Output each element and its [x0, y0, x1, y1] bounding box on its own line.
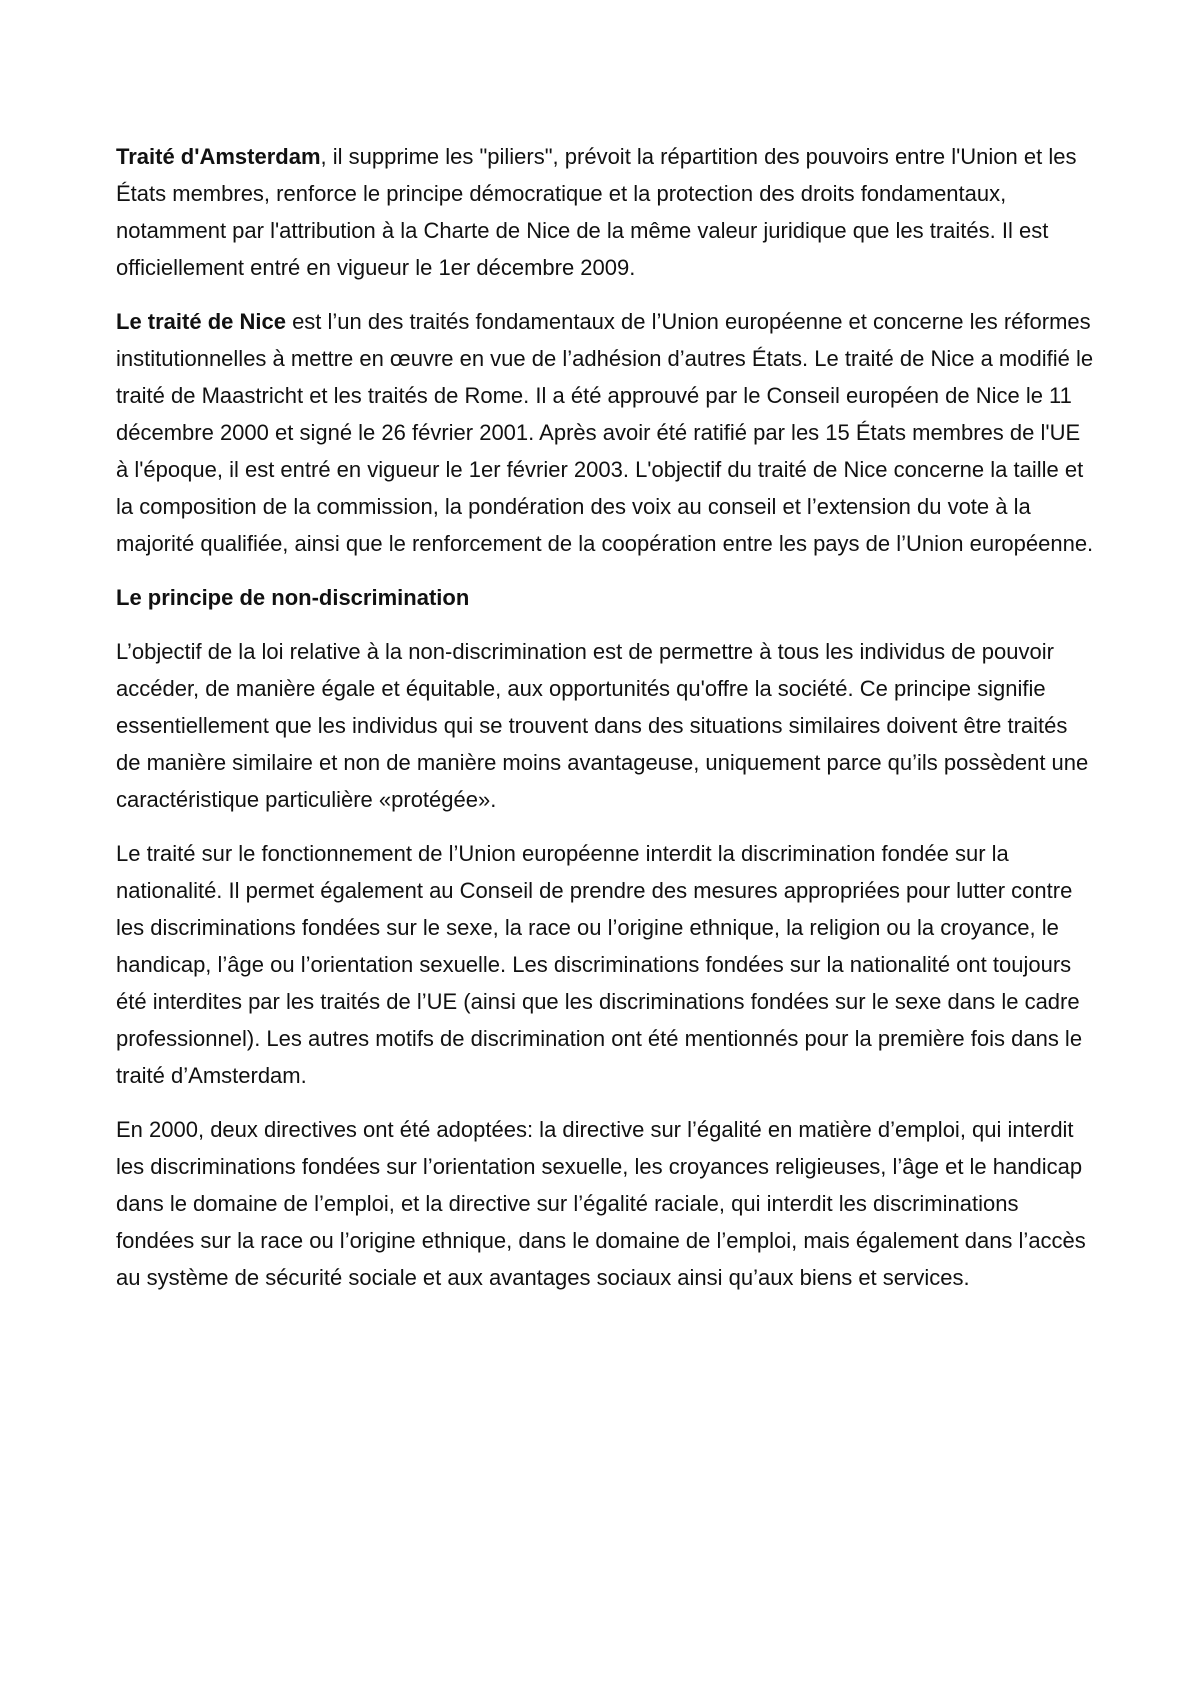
- document-page: [116, 138, 1096, 1313]
- paragraph-objective: L’objectif de la loi relative à la non-discrimination est de permettre à tous les individus de pouvoir accéder, de manière égale et équitable, aux opportunités qu'offre la société. Ce principe signifie essentiellement que les individus qui se trouvent dans des situations similaires doivent être traités de manière similaire et non de manière moins avantageuse, uniquement parce qu’ils possèdent une caractéristique particulière «protégée».: [116, 639, 1089, 812]
- paragraph-nice-lead: Le traité de Nice: [116, 309, 286, 334]
- section-heading-non-discrimination: Le principe de non-discrimination: [116, 585, 470, 610]
- paragraph-tfeu: Le traité sur le fonctionnement de l’Union européenne interdit la discrimination fondée sur la nationalité. Il permet également au Conseil de prendre des mesures appropriées pour lutter contre les discriminations fondées sur le sexe, la race ou l’origine ethnique, la religion ou la croyance, le handicap, l’âge ou l’orientation sexuelle. Les discriminations fondées sur la nationalité ont toujours été interdites par les traités de l’UE (ainsi que les discriminations fondées sur le sexe dans le cadre professionnel). Les autres motifs de discrimination ont été mentionnés pour la première fois dans le traité d’Amsterdam.: [116, 841, 1083, 1088]
- paragraph-directives-2000: En 2000, deux directives ont été adoptées: la directive sur l’égalité en matière d’emploi, qui interdit les discriminations fondées sur l’orientation sexuelle, les croyances religieuses, l’âge et le handicap dans le domaine de l’emploi, et la directive sur l’égalité raciale, qui interdit les discriminations fondées sur la race ou l’origine ethnique, dans le domaine de l’emploi, mais également dans l’accès au système de sécurité sociale et aux avantages sociaux ainsi qu’aux biens et services.: [116, 1117, 1086, 1290]
- paragraph-nice: [116, 303, 1096, 562]
- paragraph-amsterdam-lead: Traité d'Amsterdam: [116, 144, 321, 169]
- paragraph-amsterdam-text: , il supprime les "piliers", prévoit la répartition des pouvoirs entre l'Union et les États membres, renforce le principe démocratique et la protection des droits fondamentaux, notamment par l'attribution à la Charte de Nice de la même valeur juridique que les traités. Il est officiellement entré en vigueur le 1er décembre 2009.: [116, 144, 1077, 280]
- paragraph-amsterdam: [116, 138, 1096, 286]
- paragraph-nice-text: est l’un des traités fondamentaux de l’Union européenne et concerne les réformes institutionnelles à mettre en œuvre en vue de l’adhésion d’autres États. Le traité de Nice a modifié le traité de Maastricht et les traités de Rome. Il a été approuvé par le Conseil européen de Nice le 11 décembre 2000 et signé le 26 février 2001. Après avoir été ratifié par les 15 États membres de l'UE à l'époque, il est entré en vigueur le 1er février 2003. L'objectif du traité de Nice concerne la taille et la composition de la commission, la pondération des voix au conseil et l’extension du vote à la majorité qualifiée, ainsi que le renforcement de la coopération entre les pays de l’Union européenne.: [116, 309, 1094, 556]
